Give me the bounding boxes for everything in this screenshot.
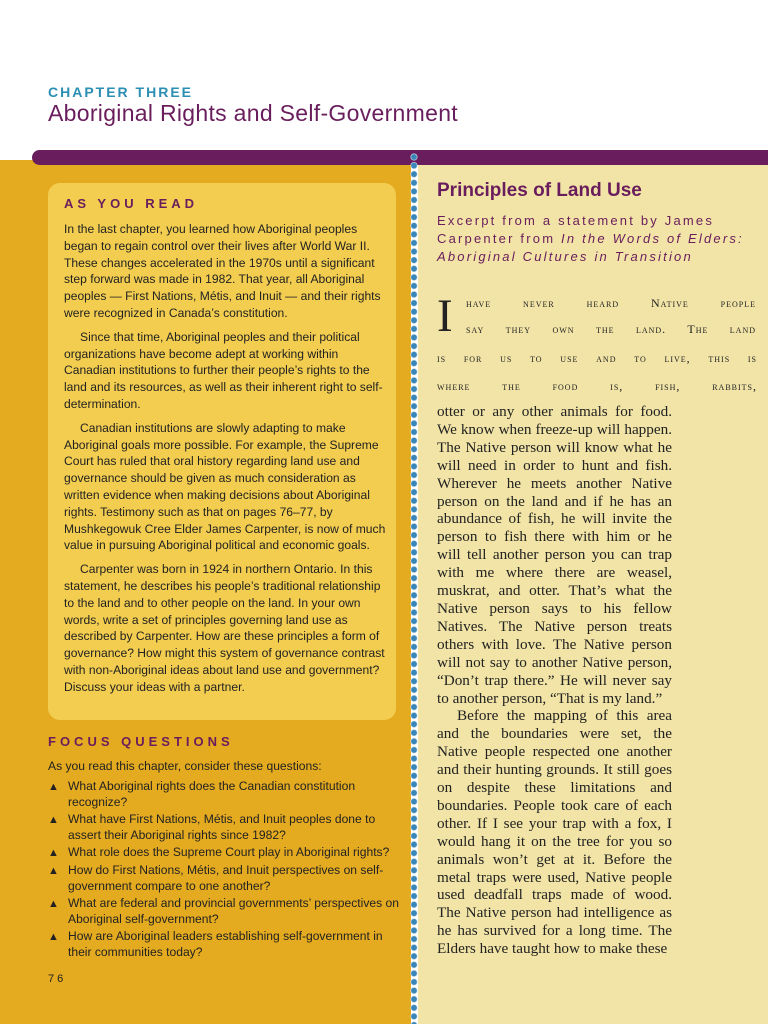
as-you-read-text <box>64 221 392 703</box>
focus-questions-heading: FOCUS QUESTIONS <box>48 734 234 749</box>
triangle-bullet-icon: ▲ <box>48 847 59 860</box>
ayr-paragraph: Since that time, Aboriginal peoples and their political organizations have become adept at working within Canadian institutions to further their people’s rights to the land and its resources, as well as their inherent right to self-determination. <box>64 329 383 411</box>
as-you-read-heading: AS YOU READ <box>64 196 199 211</box>
focus-questions-list <box>48 779 404 963</box>
ayr-paragraph: Carpenter was born in 1924 in northern Ontario. In this statement, he describes his people’s traditional relationship to the land and to other people on the land. In your own words, write a set of principles governing land use as described by Carpenter. How are these principles a form of governance? How might this system of governance contrast with non-Aboriginal ideas about land use and government? Discuss your ideas with a partner. <box>64 562 385 694</box>
chapter-title: Aboriginal Rights and Self-Government <box>48 100 458 126</box>
focus-question-item: ▲ What are federal and provincial governments’ perspectives on Aboriginal self-government? <box>48 896 399 926</box>
smallcaps-line: where the food is, fish, rabbits, <box>437 379 757 393</box>
triangle-bullet-icon: ▲ <box>48 814 59 827</box>
page-number: 76 <box>48 973 67 985</box>
smallcaps-line: have never heard Native people <box>466 296 756 310</box>
smallcaps-line: say they own the land. The land <box>466 322 756 336</box>
chapter-label: CHAPTER THREE <box>48 84 194 100</box>
focus-questions-intro: As you read this chapter, consider these questions: <box>48 759 322 773</box>
body-paragraph: otter or any other animals for food. We know when freeze-up will happen. The Native person will know what he will need in order to hunt and fish. Wherever he meets another Native person on the land and if he has an abundance of fish, he will invite the person to fish there with him or he will tell another person you can trap with me where there are weasel, muskrat, and otter. That’s what the Native person says to his fellow Natives. The Native person treats others with love. The Native person will not say to another Native person, “Don’t trap there.” He will never say to another person, “That is my land.” <box>437 403 672 707</box>
excerpt-source-title: In the Words of Elders: Aboriginal Cultures in Transition <box>437 231 744 264</box>
focus-question-item: ▲ What role does the Supreme Court play in Aboriginal rights? <box>48 845 404 861</box>
triangle-bullet-icon: ▲ <box>48 864 59 877</box>
triangle-bullet-icon: ▲ <box>48 898 59 911</box>
focus-question-item: ▲ What Aboriginal rights does the Canadian constitution recognize? <box>48 779 356 809</box>
principles-title: Principles of Land Use <box>437 180 642 201</box>
purple-header-bar <box>32 150 768 165</box>
ayr-paragraph: In the last chapter, you learned how Aboriginal peoples began to regain control over their lives after World War II. These changes accelerated in the 1970s until a significant step forward was made in 1982. That year, all Aboriginal peoples — First Nations, Métis, and Inuit — and their rights were recognized in Canada’s constitution. <box>64 222 381 320</box>
focus-question-item: ▲ What have First Nations, Métis, and Inuit peoples done to assert their Aboriginal rights since 1982? <box>48 812 376 842</box>
principles-excerpt-credit: Excerpt from a statement by James Carpenter from In the Words of Elders: Aboriginal Cultures in Transition <box>437 213 744 264</box>
smallcaps-line: is for us to use and to live, this is <box>437 351 757 365</box>
body-paragraph: Before the mapping of this area and the boundaries were set, the Native people respected one another and their hunting grounds. It still goes on despite these limitations and boundaries. People took care of each other. If I see your trap with a fox, I would hang it on the tree for you so animals won’t get at it. Before the metal traps were used, Native people used deadfall traps made of wood. The Native person had intelligence as he has survived for a long time. The Elders have taught how to make these <box>437 707 672 958</box>
drop-cap: I <box>437 290 453 342</box>
ayr-paragraph: Canadian institutions are slowly adapting to make Aboriginal goals more possible. For example, the Supreme Court has ruled that oral history regarding land use and governance should be given as much consideration as written evidence when making decisions about Aboriginal rights. Testimony such as that on pages 76–77, by Mushkegowuk Cree Elder James Carpenter, is now of much value in pursuing Aboriginal political and economic goals. <box>64 420 386 553</box>
principles-body <box>437 403 672 958</box>
triangle-bullet-icon: ▲ <box>48 781 59 793</box>
triangle-bullet-icon: ▲ <box>48 931 59 944</box>
focus-question-item: ▲ How are Aboriginal leaders establishing self-government in their communities today? <box>48 929 383 959</box>
focus-question-item: ▲ How do First Nations, Métis, and Inuit perspectives on self-government compare to one another? <box>48 862 384 893</box>
bead-spine-divider <box>409 152 419 1024</box>
